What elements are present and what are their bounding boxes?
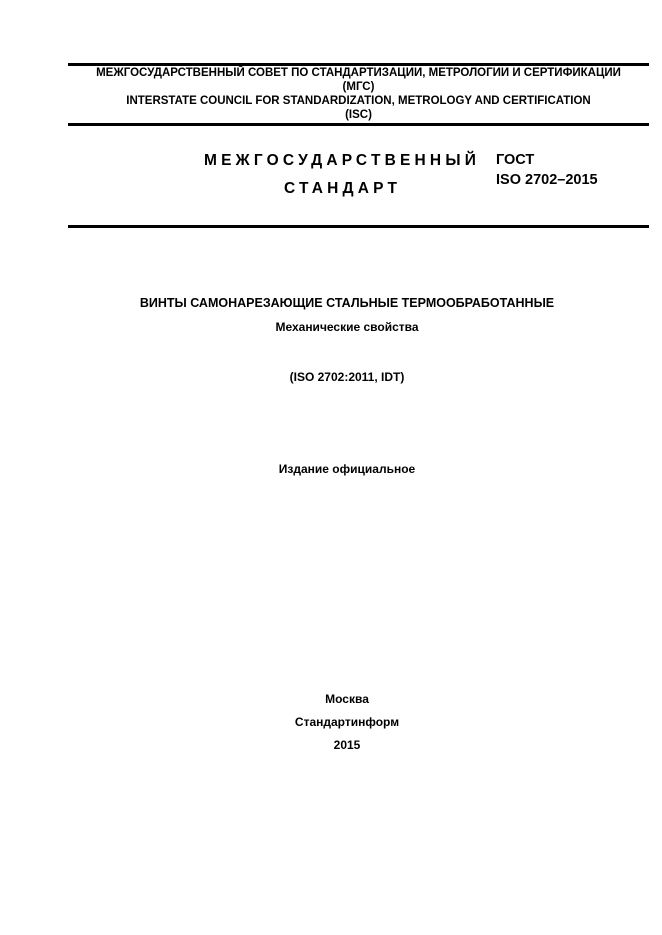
council-name-ru: МЕЖГОСУДАРСТВЕННЫЙ СОВЕТ ПО СТАНДАРТИЗАЦИИ, МЕТРОЛОГИИ И СЕРТИФИКАЦИИ (96, 67, 621, 79)
imprint-city: Москва (325, 692, 369, 706)
standard-type-line-1: МЕЖГОСУДАРСТВЕННЫЙ (204, 152, 481, 169)
council-abbr-ru: (МГС) (342, 81, 375, 93)
standard-type-line-2: СТАНДАРТ (284, 180, 402, 197)
header-middle-rule (68, 123, 649, 126)
imprint-year: 2015 (333, 738, 361, 752)
header-bottom-rule (68, 225, 649, 228)
edition-label: Издание официальное (278, 462, 416, 476)
document-title: ВИНТЫ САМОНАРЕЗАЮЩИЕ СТАЛЬНЫЕ ТЕРМООБРАБОТАННЫЕ (139, 296, 555, 310)
gost-label: ГОСТ (496, 152, 535, 168)
document-subtitle: Механические свойства (275, 320, 419, 334)
imprint-publisher: Стандартинформ (294, 715, 400, 729)
council-name-en: INTERSTATE COUNCIL FOR STANDARDIZATION, METROLOGY AND CERTIFICATION (126, 95, 591, 107)
iso-reference: (ISO 2702:2011, IDT) (289, 370, 405, 384)
council-abbr-en: (ISC) (345, 109, 372, 121)
standard-number: ISO 2702–2015 (496, 172, 598, 188)
